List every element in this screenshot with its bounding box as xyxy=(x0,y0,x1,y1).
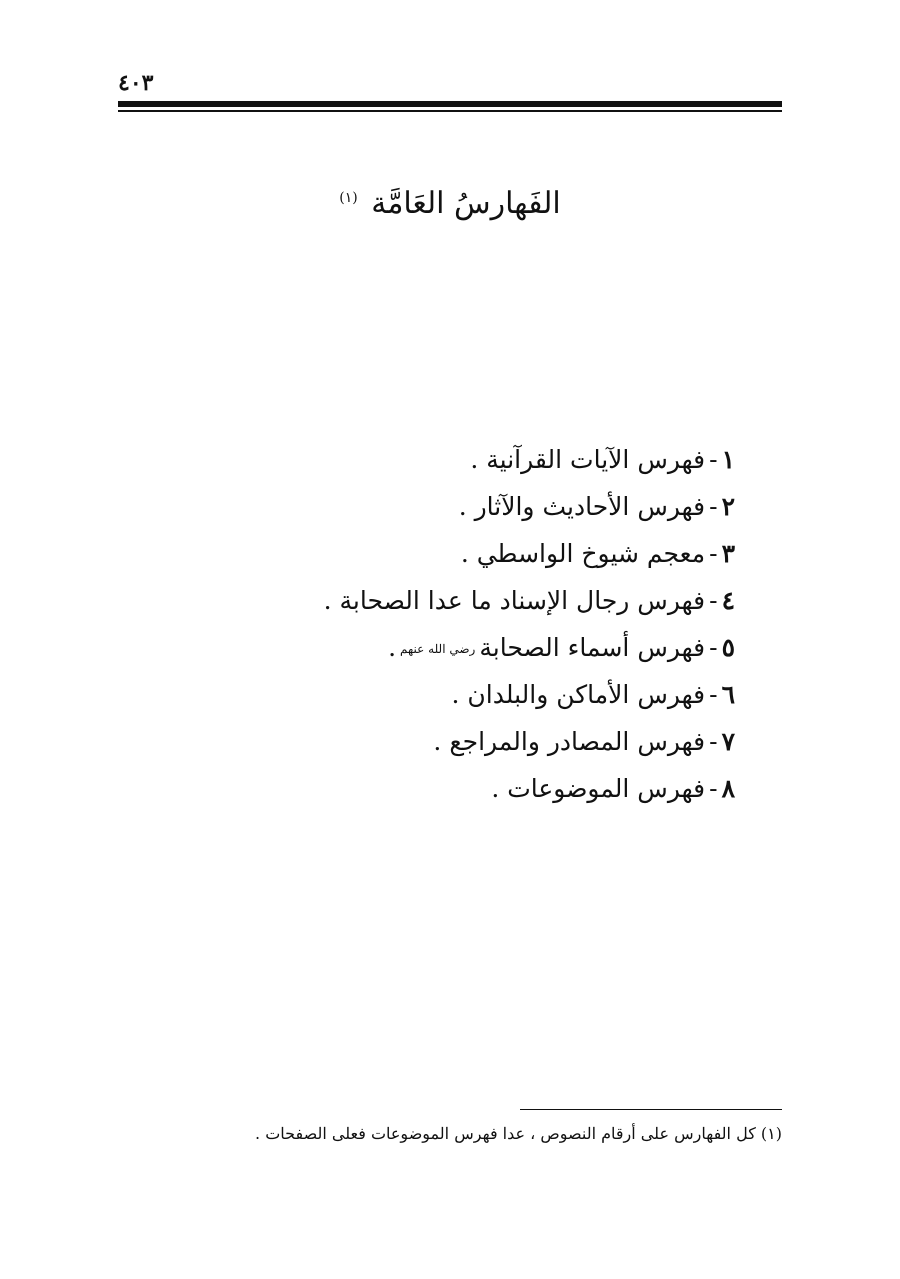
item-number: ٥ xyxy=(721,633,735,662)
item-end: . xyxy=(388,633,397,662)
page-title-text: الفَهارسُ العَامَّة xyxy=(371,186,561,221)
header-rule-thin xyxy=(118,110,782,112)
item-text: فهرس رجال الإسناد ما عدا الصحابة . xyxy=(323,586,706,615)
item-number: ٧ xyxy=(721,727,735,756)
list-item: ٨-فهرس الموضوعات . xyxy=(491,774,735,803)
item-text: فهرس الموضوعات . xyxy=(491,774,706,803)
item-text: معجم شيوخ الواسطي . xyxy=(460,539,706,568)
list-item: ٧-فهرس المصادر والمراجع . xyxy=(433,727,735,756)
footnote xyxy=(222,1122,782,1146)
page-number: ٤٠٣ xyxy=(118,70,154,96)
item-number: ٣ xyxy=(721,539,735,568)
list-item: ٥-فهرس أسماء الصحابةرضي الله عنهم. xyxy=(388,633,735,662)
footnote-marker: (١) xyxy=(760,1124,782,1143)
item-text: فهرس الآيات القرآنية . xyxy=(470,445,706,474)
list-item: ٢-فهرس الأحاديث والآثار . xyxy=(458,492,735,521)
title-footnote-marker: (١) xyxy=(339,190,358,206)
item-number: ٨ xyxy=(721,774,735,803)
index-list xyxy=(215,436,735,812)
footnote-text: كل الفهارس على أرقام النصوص ، عدا فهرس الموضوعات فعلى الصفحات . xyxy=(255,1124,756,1143)
footnote-rule xyxy=(520,1109,782,1110)
item-number: ٦ xyxy=(721,680,735,709)
honorific-ligature: رضي الله عنهم xyxy=(400,642,476,656)
page-title xyxy=(0,186,900,221)
item-text: فهرس المصادر والمراجع . xyxy=(433,727,706,756)
header-rule xyxy=(118,101,782,112)
item-text: فهرس أسماء الصحابة xyxy=(479,633,706,662)
item-number: ٤ xyxy=(721,586,735,615)
list-item: ١-فهرس الآيات القرآنية . xyxy=(470,445,735,474)
list-item: ٣-معجم شيوخ الواسطي . xyxy=(460,539,735,568)
item-number: ٢ xyxy=(721,492,735,521)
item-text: فهرس الأحاديث والآثار . xyxy=(458,492,706,521)
item-number: ١ xyxy=(721,445,735,474)
list-item: ٤-فهرس رجال الإسناد ما عدا الصحابة . xyxy=(323,586,735,615)
item-text: فهرس الأماكن والبلدان . xyxy=(451,680,706,709)
list-item: ٦-فهرس الأماكن والبلدان . xyxy=(451,680,735,709)
